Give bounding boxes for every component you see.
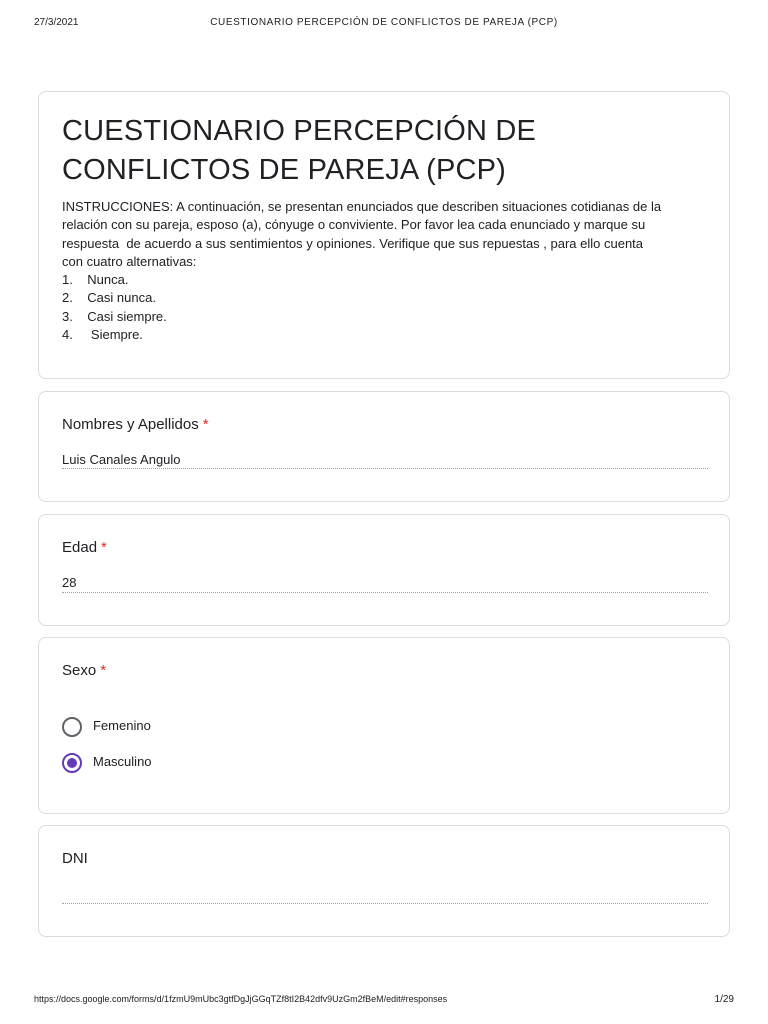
required-asterisk: *: [101, 539, 107, 556]
instructions-line: con cuatro alternativas:: [62, 253, 197, 269]
question-title: Sexo: [62, 662, 97, 679]
instructions-option-2: 2. Casi nunca.: [62, 290, 156, 306]
answer-underline: [62, 468, 708, 469]
radio-label: Masculino: [93, 754, 152, 769]
question-title: Edad: [62, 539, 98, 556]
print-header: [0, 17, 768, 31]
print-date: 27/3/2021: [34, 17, 79, 28]
answer-underline: [62, 903, 708, 904]
required-asterisk: *: [202, 416, 209, 433]
form-title: [62, 112, 706, 190]
question-label-nombres: [62, 416, 209, 433]
question-card-nombres: [38, 391, 730, 502]
question-label-dni: [62, 850, 88, 867]
instructions-option-1: 1. Nunca.: [62, 272, 129, 288]
radio-label: Femenino: [93, 718, 151, 733]
print-title: CUESTIONARIO PERCEPCIÓN DE CONFLICTOS DE PAREJA (PCP): [210, 17, 558, 28]
question-title: DNI: [62, 850, 88, 867]
form-instructions: [62, 198, 706, 344]
answer-underline: [62, 592, 708, 593]
print-footer: [0, 994, 768, 1008]
form-title-line1: CUESTIONARIO PERCEPCIÓN DE: [62, 115, 537, 147]
print-url: https://docs.google.com/forms/d/1fzmU9mUbc3gtfDgJjGGqTZf8tI2B42dfv9UzGm2fBeM/edit#responses: [34, 994, 448, 1004]
radio-checked-icon[interactable]: [62, 753, 82, 773]
form-header-card: [38, 91, 730, 379]
question-card-dni: [38, 825, 730, 937]
instructions-option-4: 4. Siempre.: [62, 327, 143, 343]
instructions-option-3: 3. Casi siempre.: [62, 308, 167, 324]
question-card-edad: [38, 514, 730, 626]
required-asterisk: *: [100, 662, 107, 679]
question-title: Nombres y Apellidos: [62, 416, 199, 433]
page-number: 1/29: [714, 994, 734, 1005]
answer-edad[interactable]: 28: [62, 575, 77, 590]
question-card-sexo: [38, 637, 730, 814]
question-label-edad: [62, 539, 107, 556]
instructions-line: INSTRUCCIONES: A continuación, se presentan enunciados que describen situaciones cotidianas de la: [62, 199, 662, 214]
question-label-sexo: [62, 662, 106, 679]
instructions-line: respuesta de acuerdo a sus sentimientos y opiniones. Verifique que sus repuestas , para ello cuenta: [62, 235, 644, 251]
instructions-line: relación con su pareja, esposo (a), cónyuge o conviviente. Por favor lea cada enunciado y marque su: [62, 217, 646, 233]
radio-unchecked-icon[interactable]: [62, 717, 82, 737]
form-title-line2: CONFLICTOS DE PAREJA (PCP): [62, 154, 507, 186]
answer-nombres[interactable]: Luis Canales Angulo: [62, 452, 181, 467]
